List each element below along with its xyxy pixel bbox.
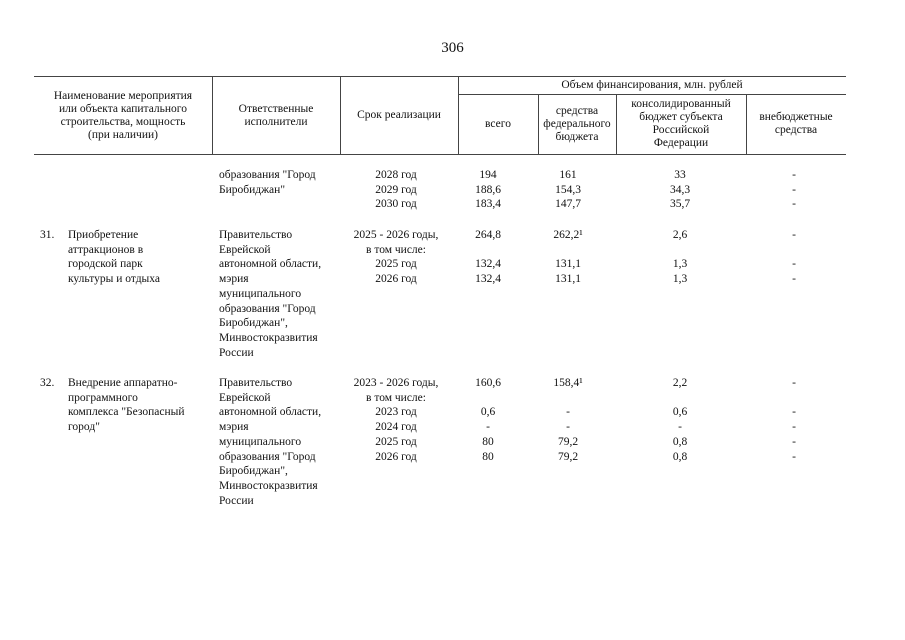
- row-responsible: Правительство Еврейской автономной области, мэрия муниципального образования "Город Биробиджан", Минвостокразвития России: [219, 229, 322, 359]
- header-financing: Объем финансирования, млн. рублей: [561, 79, 743, 91]
- row-period: 2028 год 2029 год 2030 год: [375, 169, 417, 211]
- row-total: 264,8 132,4 132,4: [475, 229, 501, 286]
- header-federal: средства федерального бюджета: [543, 104, 611, 143]
- row-regional: 2,6 1,3 1,3: [672, 229, 688, 286]
- row-name: Приобретение аттракционов в городской парк культуры и отдыха: [68, 229, 160, 286]
- row-total: 194 188,6 183,4: [475, 169, 501, 211]
- row-number: 32.: [40, 377, 55, 389]
- header-responsible: Ответственные исполнители: [238, 102, 314, 128]
- header-extra: внебюджетные средства: [759, 111, 833, 136]
- header-total: всего: [485, 117, 511, 130]
- row-extra: - - - - -: [792, 377, 796, 463]
- row-regional: 2,2 0,6 - 0,8 0,8: [672, 377, 688, 463]
- row-regional: 33 34,3 35,7: [669, 169, 691, 211]
- row-extra: - - -: [792, 169, 796, 211]
- row-extra: - - -: [792, 229, 796, 286]
- row-name: Внедрение аппаратно- программного комплекса "Безопасный город": [68, 377, 185, 434]
- row-federal: 161 154,3 147,7: [555, 169, 581, 211]
- table-header: [34, 76, 846, 155]
- row-responsible: Правительство Еврейской автономной области, мэрия муниципального образования "Город Биробиджан", Минвостокразвития России: [219, 377, 322, 507]
- header-name: Наименование мероприятия или объекта капитального строительства, мощность (при наличии): [53, 89, 193, 141]
- row-total: 160,6 0,6 - 80 80: [475, 377, 501, 463]
- page-number: 306: [441, 40, 464, 56]
- header-regional: консолидированный бюджет субъекта Российской Федерации: [631, 98, 731, 149]
- row-federal: 262,2¹ 131,1 131,1: [553, 229, 583, 286]
- row-federal: 158,4¹ - - 79,2 79,2: [553, 377, 583, 463]
- row-number: 31.: [40, 229, 55, 241]
- row-responsible: образования "Город Биробиджан": [219, 169, 316, 196]
- header-period: Срок реализации: [357, 109, 441, 121]
- row-period: 2025 - 2026 годы, в том числе: 2025 год 2026 год: [353, 229, 439, 286]
- row-period: 2023 - 2026 годы, в том числе: 2023 год 2024 год 2025 год 2026 год: [353, 377, 439, 463]
